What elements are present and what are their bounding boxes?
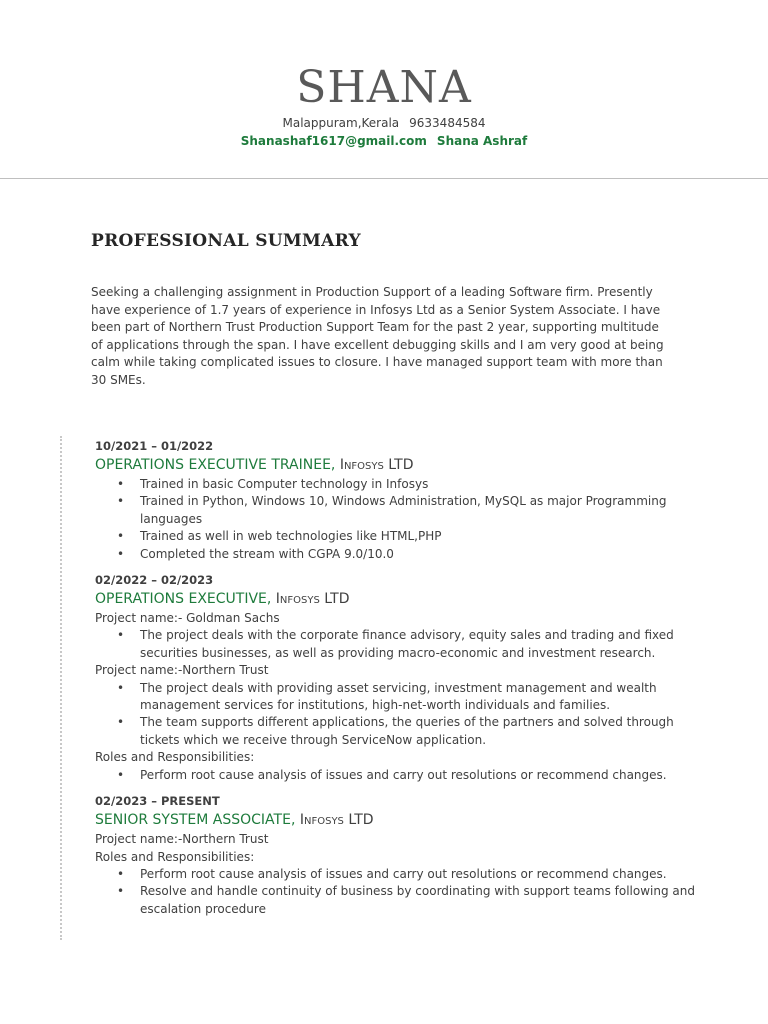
project-name: Project name:-Northern Trust bbox=[95, 663, 269, 678]
bullet-item: • Resolve and handle continuity of business by coordinating with support teams following and escalation procedure bbox=[140, 883, 695, 918]
contact-line bbox=[0, 115, 768, 131]
project-name: Project name:- Goldman Sachs bbox=[95, 611, 280, 626]
job-role: OPERATIONS EXECUTIVE TRAINEE, bbox=[95, 457, 336, 473]
bullet-item: • Trained as well in web technologies like HTML,PHP bbox=[140, 528, 695, 545]
job-title bbox=[95, 454, 695, 476]
summary-text: Seeking a challenging assignment in Production Support of a leading Software firm. Presently have experience of 1.7 years of experience in Infosys Ltd as a Senior System Associate. I have been part of Northern Trust Production Support Team for the past 2 year, supporting multitude of applications through the span. I have excellent debugging skills and I am very good at being calm while taking complicated issues to closure. I have managed support team with more than 30 SMEs. bbox=[91, 285, 664, 387]
email-link[interactable]: Shanashaf1617@gmail.com bbox=[240, 134, 427, 148]
candidate-name: SHANA bbox=[296, 62, 472, 113]
bullet-item: • Completed the stream with CGPA 9.0/10.0 bbox=[140, 546, 695, 563]
job-date: 02/2023 – PRESENT bbox=[95, 794, 220, 809]
phone-text: 9633484584 bbox=[409, 116, 486, 130]
roles-label: Roles and Responsibilities: bbox=[95, 750, 255, 765]
timeline-line bbox=[60, 436, 62, 940]
bullet-item: • Trained in Python, Windows 10, Windows Administration, MySQL as major Programming languages bbox=[140, 493, 695, 528]
job-bullets bbox=[95, 680, 695, 750]
bullet-item: • The project deals with providing asset servicing, investment management and wealth management services for institutions, high-net-worth individuals and families. bbox=[140, 680, 695, 715]
bullet-item: • The project deals with the corporate finance advisory, equity sales and trading and fixed securities businesses, as well as providing macro-economic and investment research. bbox=[140, 627, 695, 662]
job-title bbox=[95, 588, 695, 610]
job-entry bbox=[95, 793, 695, 918]
job-company: Infosys LTD bbox=[339, 457, 414, 473]
job-role: OPERATIONS EXECUTIVE, bbox=[95, 591, 272, 608]
job-company: Infosys LTD bbox=[275, 591, 350, 608]
contact-links bbox=[0, 133, 768, 149]
bullet-item: • The team supports different applications, the queries of the partners and solved through tickets which we receive through ServiceNow application. bbox=[140, 714, 695, 749]
job-bullets bbox=[95, 767, 695, 784]
job-bullets bbox=[95, 866, 695, 918]
location-text: Malappuram,Kerala bbox=[282, 116, 400, 130]
job-bullets bbox=[95, 627, 695, 662]
profile-link[interactable]: Shana Ashraf bbox=[436, 134, 528, 148]
project-name: Project name:-Northern Trust bbox=[95, 832, 269, 847]
summary-heading: PROFESSIONAL SUMMARY bbox=[91, 231, 361, 251]
job-date: 10/2021 – 01/2022 bbox=[95, 439, 214, 453]
experience-list bbox=[95, 438, 695, 927]
job-bullets bbox=[95, 476, 695, 563]
job-role: SENIOR SYSTEM ASSOCIATE, bbox=[95, 812, 296, 829]
job-company: Infosys LTD bbox=[299, 812, 374, 829]
bullet-item: • Trained in basic Computer technology in Infosys bbox=[140, 476, 695, 493]
job-title bbox=[95, 809, 695, 831]
header-divider bbox=[0, 178, 768, 179]
job-entry bbox=[95, 572, 695, 784]
bullet-item: • Perform root cause analysis of issues and carry out resolutions or recommend changes. bbox=[140, 866, 695, 883]
job-date: 02/2022 – 02/2023 bbox=[95, 573, 214, 588]
job-entry bbox=[95, 438, 695, 563]
roles-label: Roles and Responsibilities: bbox=[95, 849, 255, 864]
bullet-item: • Perform root cause analysis of issues and carry out resolutions or recommend changes. bbox=[140, 767, 695, 784]
